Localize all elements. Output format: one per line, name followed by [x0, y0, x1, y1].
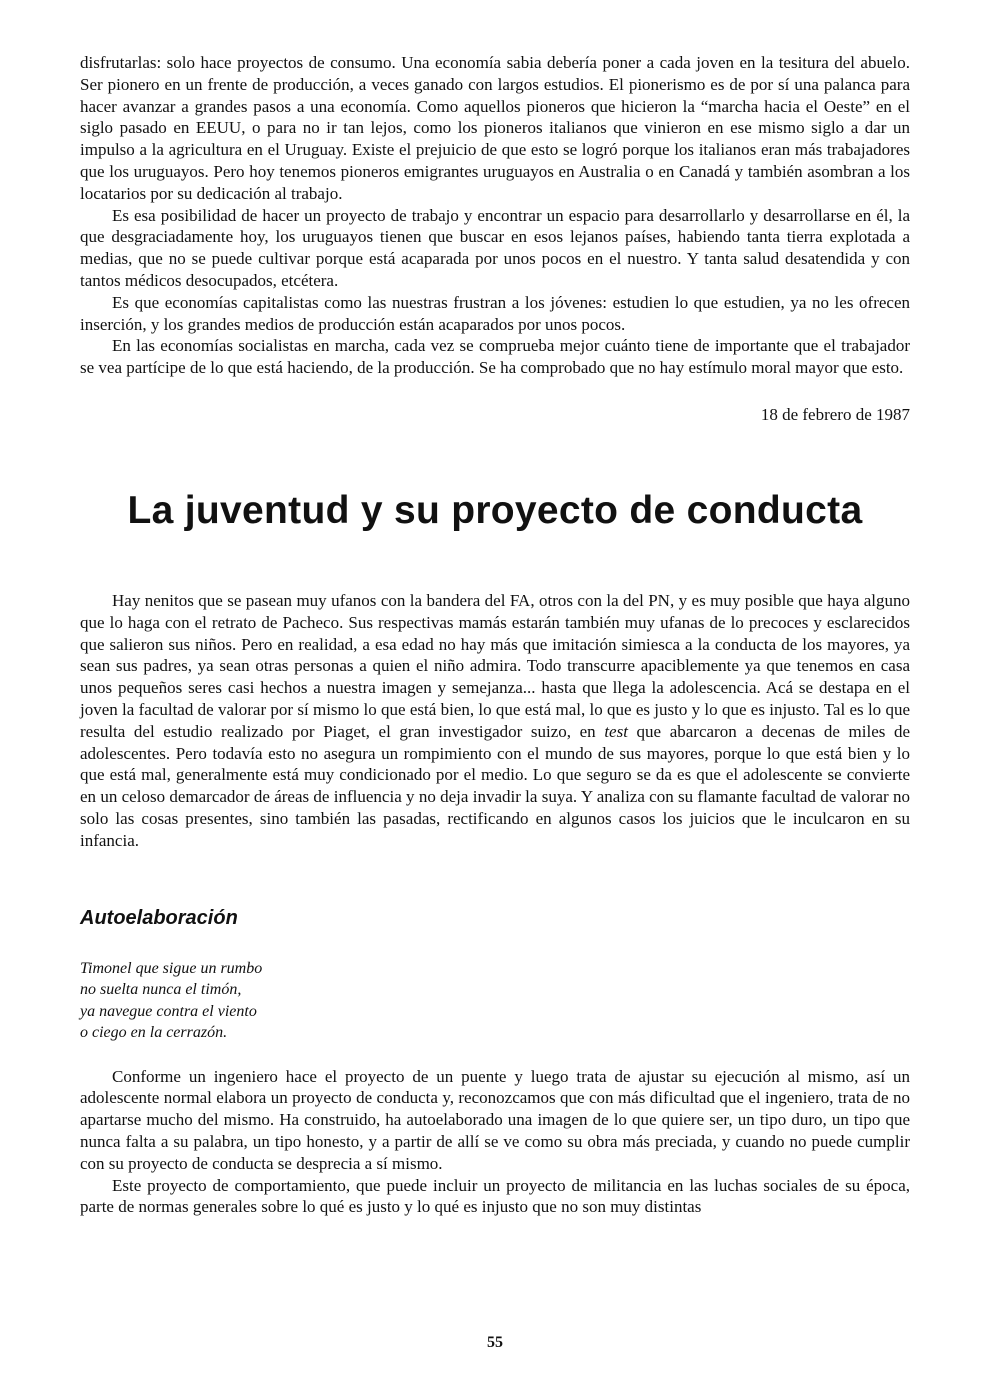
paragraph: Es esa posibilidad de hacer un proyecto de trabajo y encontrar un espacio para desarrollarlo y desarrollarse en él, la que desgraciadamente hoy, los uruguayos tienen que buscar en esos lejanos países, habiendo tanta tierra explotada a medias, que no se puede cultivar porque está acaparada por unos pocos en el nuestro. Y tanta salud desatendida y con tantos médicos desocupados, etcétera.	[80, 205, 910, 290]
paragraph: Este proyecto de comportamiento, que puede incluir un proyecto de militancia en las luchas sociales de su época, parte de normas generales sobre lo qué es justo y lo qué es injusto que no son muy distintas	[80, 1175, 910, 1217]
poem-line: o ciego en la cerrazón.	[80, 1024, 228, 1042]
paragraph: Conforme un ingeniero hace el proyecto de un puente y luego trata de ajustar su ejecución al mismo, así un adolescente normal elabora un proyecto de conducta y, reconozcamos que con más dificultad que el ingeniero, trata de no apartarse mucho del mismo. Ha construido, ha autoelaborado una imagen de lo que quiere ser, un tipo duro, un tipo que nunca falta a su palabra, un tipo honesto, y a partir de allí se ve como su obra más preciada, y cuando no puede cumplir con su proyecto de conducta se desprecia a sí mismo.	[80, 1066, 910, 1173]
poem-line: Timonel que sigue un rumbo	[80, 959, 263, 977]
page-number: 55	[487, 1334, 503, 1351]
page-content	[80, 52, 910, 1218]
article-date: 18 de febrero de 1987	[760, 404, 910, 424]
section-heading: Autoelaboración	[80, 906, 238, 929]
intro-italic-word: test	[604, 721, 628, 741]
paragraph: Es que economías capitalistas como las nuestras frustran a los jóvenes: estudien lo que estudien, ya no les ofrecen inserción, y los grandes medios de producción están acaparados por unos pocos.	[80, 292, 910, 334]
continued-paragraph: disfrutarlas: solo hace proyectos de consumo. Una economía sabia debería poner a cada joven en la tesitura del abuelo. Ser pionero en un frente de producción, a veces ganado con largos estudios. El pionerismo es de por sí una palanca para hacer avanzar a grandes pasos a una economía. Como aquellos pioneros que hicieron la “marcha hacia el Oeste” en el siglo pasado en EEUU, o para no ir tan lejos, como los pioneros italianos que vinieron en ese mismo siglo a dar un impulso a la agricultura en el Uruguay. Existe el prejuicio de que esto se logró porque los italianos eran más trabajadores que los uruguayos. Pero hoy tenemos pioneros emigrantes uruguayos en Australia o en Canadá y también asombran a los locatarios por su dedicación al trabajo.	[80, 53, 910, 203]
intro-text-2: que abarcaron a decenas de miles de adolescentes. Pero todavía esto no asegura un rompimiento con el mundo de sus mayores, porque lo que está bien y lo que está mal, generalmente está muy condicionado por el medio. Lo que seguro se da es que el adolescente se convierte en un celoso demarcador de áreas de influencia y no deja invadir la suya. Y analiza con su flamante facultad de valorar no solo las cosas presentes, sino también las pasadas, rectificando en algunos casos los juicios que le inculcaron en su infancia.	[80, 721, 911, 850]
intro-text-1: Hay nenitos que se pasean muy ufanos con la bandera del FA, otros con la del PN, y es muy posible que haya alguno que lo haga con el retrato de Pacheco. Sus respectivas mamás estarán también muy ufanas de lo precoces y esclarecidos que salieron sus niños. Pero en realidad, a esa edad no hay más que imitación simiesca a la conducta de los mayores, ya sean sus padres, ya sean otras personas a quien el niño admira. Todo transcurre apaciblemente ya que tenemos en casa unos pequeños seres casi hechos a nuestra imagen y semejanza... hasta que llega la adolescencia. Acá se destapa en el joven la facultad de valorar por sí mismo lo que está bien, lo que está mal, lo que es justo y lo que es injusto. Tal es lo que resulta del estudio realizado por Piaget, el gran investigador suizo, en	[80, 590, 910, 741]
poem-line: ya navegue contra el viento	[80, 1002, 257, 1020]
article-title: La juventud y su proyecto de conducta	[127, 488, 863, 532]
poem	[80, 958, 910, 1044]
paragraph: En las economías socialistas en marcha, cada vez se comprueba mejor cuánto tiene de importante que el trabajador se vea partícipe de lo que está haciendo, de la producción. Se ha comprobado que no hay estímulo moral mayor que esto.	[80, 336, 910, 378]
poem-line: no suelta nunca el timón,	[80, 981, 242, 999]
intro-paragraph	[80, 590, 910, 852]
